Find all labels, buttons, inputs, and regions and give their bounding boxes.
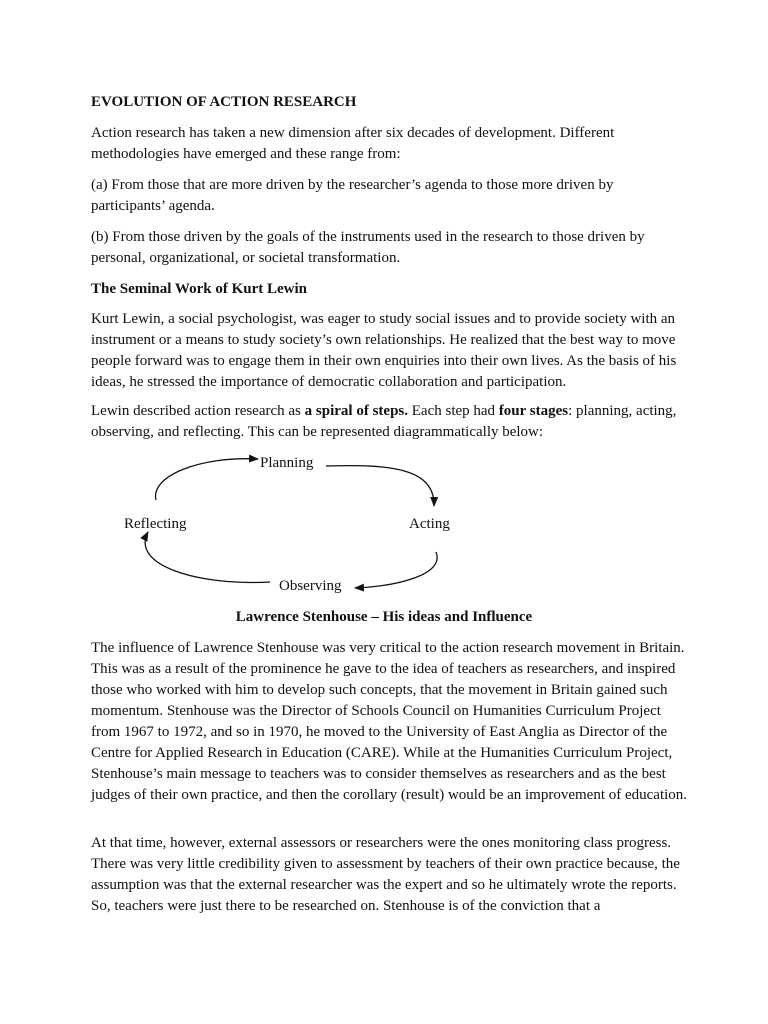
four-stages-bold: four stages xyxy=(498,403,569,419)
diagram-label-observing: Observing xyxy=(279,578,342,594)
lewin-heading: The Seminal Work of Kurt Lewin xyxy=(91,281,307,297)
diagram-label-acting: Acting xyxy=(409,516,450,532)
diagram-label-planning: Planning xyxy=(260,455,314,471)
arrow-planning-to-acting xyxy=(326,466,434,506)
lewin-paragraph-2 xyxy=(91,401,691,443)
arrow-acting-to-observing xyxy=(355,552,437,588)
arrow-reflecting-to-planning xyxy=(156,459,258,500)
intro-paragraph: Action research has taken a new dimension after six decades of development. Different methodologies have emerged and these range from: xyxy=(91,125,615,162)
diagram-label-reflecting: Reflecting xyxy=(124,516,187,532)
item-a-paragraph: (a) From those that are more driven by the researcher’s agenda to those more driven by participants’ agenda. xyxy=(91,177,614,214)
action-research-cycle-diagram xyxy=(100,446,500,606)
arrow-observing-to-reflecting xyxy=(145,532,270,583)
lewin-p2-text-1: Lewin described action research as xyxy=(91,403,305,419)
lewin-paragraph-1: Kurt Lewin, a social psychologist, was eager to study social issues and to provide society with an instrument or a means to study society’s own relationships. He realized that the best way to move people forward was to engage them in their own enquiries into their own lives. As the basis of his ideas, he stressed the importance of democratic collaboration and participation. xyxy=(91,311,677,390)
lewin-p2-text-3: : planning, acting, observing, and reflecting. This can be represented diagrammatically below: xyxy=(91,403,677,440)
stenhouse-paragraph-1: The influence of Lawrence Stenhouse was very critical to the action research movement in Britain. This was as a result of the prominence he gave to the idea of teachers as researchers, and inspired those who worked with him to develop such concepts, that the movement in Britain gained such momentum. Stenhouse was the Director of Schools Council on Humanities Curriculum Project from 1967 to 1972, and so in 1970, he moved to the University of East Anglia as Director of the Centre for Applied Research in Education (CARE). While at the Humanities Curriculum Project, Stenhouse’s main message to teachers was to consider themselves as researchers and as the best judges of their own practice, and then the corollary (result) would be an improvement of education. xyxy=(91,640,688,803)
page-title: EVOLUTION OF ACTION RESEARCH xyxy=(91,94,357,110)
item-b-paragraph: (b) From those driven by the goals of the instruments used in the research to those driven by personal, organizational, or societal transformation. xyxy=(91,229,645,266)
stenhouse-paragraph-2: At that time, however, external assessors or researchers were the ones monitoring class progress. There was very little credibility given to assessment by teachers of their own practice because, the assumption was that the external researcher was the expert and so he ultimately wrote the reports. So, teachers were just there to be researched on. Stenhouse is of the conviction that a xyxy=(91,835,680,914)
stenhouse-heading: Lawrence Stenhouse – His ideas and Influence xyxy=(235,609,533,625)
lewin-p2-text-2: Each step had xyxy=(408,403,499,419)
spiral-of-steps-bold: a spiral of steps. xyxy=(304,403,408,419)
